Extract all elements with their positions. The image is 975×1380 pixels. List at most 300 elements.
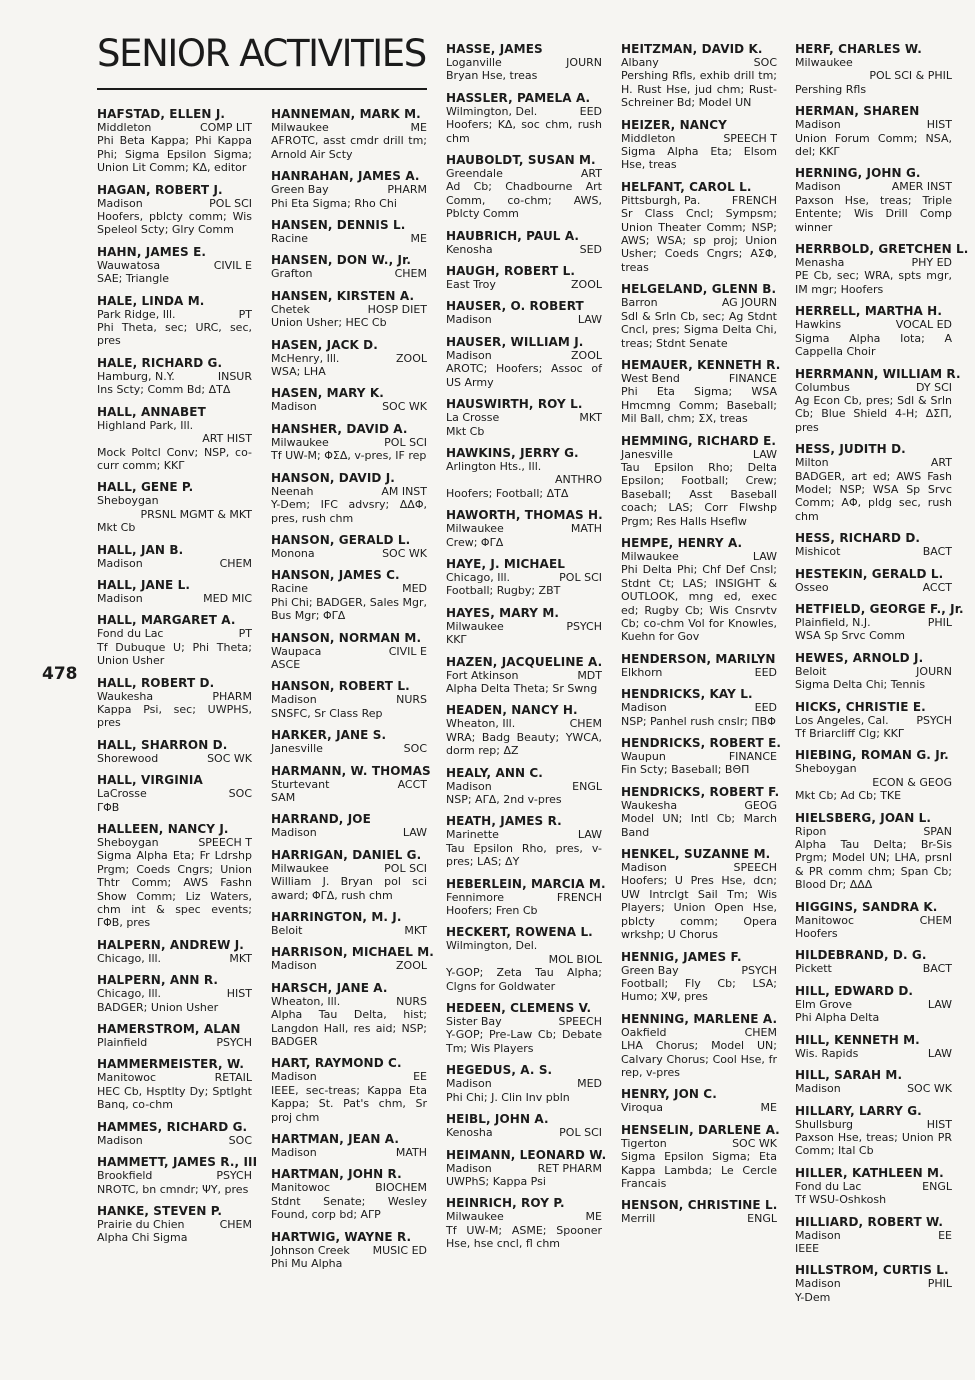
hometown-major-line <box>271 1070 427 1083</box>
hometown-major-line <box>795 616 952 629</box>
column-3 <box>446 42 607 1259</box>
major: SOC <box>753 56 777 69</box>
hometown: West Bend <box>621 371 680 385</box>
major: PHARM <box>212 689 252 703</box>
major: BACT <box>922 962 952 976</box>
hometown: Pickett <box>795 962 832 976</box>
hometown-major-line <box>271 924 427 937</box>
student-entry <box>97 480 252 534</box>
student-details <box>621 861 777 941</box>
student-name: HANRAHAN, JAMES A. <box>271 169 420 184</box>
activities-text: Alpha Tau Delta, hist; Langdon Hall, res aid; NSP; BADGER <box>271 1008 427 1049</box>
student-name: HALE, LINDA M. <box>97 293 205 308</box>
student-entry <box>446 557 602 598</box>
student-details <box>621 964 777 1004</box>
hometown-major-line <box>97 121 252 134</box>
major: HIST <box>926 1117 952 1131</box>
student-name: HIGGINS, SANDRA K. <box>795 899 938 914</box>
activities-text: Phi Chi; J. Clin Inv pbln <box>446 1090 570 1104</box>
student-details <box>97 370 252 397</box>
hometown: Shorewood <box>97 751 159 765</box>
hometown-major-line <box>271 995 427 1008</box>
hometown-major-line <box>446 669 602 682</box>
activities-text: Alpha Delta Theta; Sr Swng <box>446 681 598 695</box>
hometown: Viroqua <box>621 1101 664 1115</box>
activities-text: AROTC; Hoofers; Assoc of US Army <box>446 362 602 389</box>
major: LAW <box>577 313 602 327</box>
hometown: Middleton <box>621 131 676 145</box>
major: LAW <box>752 447 777 461</box>
major: AM INST <box>381 484 427 498</box>
major: ZOOL <box>396 351 427 365</box>
student-details <box>446 56 602 83</box>
hometown: Grafton <box>271 267 313 281</box>
hometown-major-line <box>795 1180 952 1193</box>
student-details <box>97 627 252 667</box>
student-name: HILLER, KATHLEEN M. <box>795 1165 944 1180</box>
activities-text: Kappa Psi, sec; UWPHS, pres <box>97 702 252 730</box>
student-details <box>795 665 952 692</box>
hometown: Merrill <box>621 1212 656 1226</box>
major: MKT <box>404 924 427 937</box>
column-4 <box>621 42 782 1234</box>
hometown-major-line <box>621 964 777 977</box>
major: ZOOL <box>396 959 427 973</box>
hometown: Madison <box>97 556 143 570</box>
student-name: HAUSER, O. ROBERT <box>446 299 584 314</box>
student-details <box>621 666 777 679</box>
student-entry <box>795 366 961 435</box>
student-entry <box>97 183 252 237</box>
student-name: HASSE, JAMES <box>446 42 543 56</box>
hometown: Columbus <box>795 380 850 394</box>
hometown-major-line <box>271 1244 427 1257</box>
hometown-major-line <box>446 313 602 326</box>
student-details <box>97 197 252 237</box>
major: ACCT <box>397 777 427 791</box>
student-details <box>446 828 602 868</box>
student-name: HESTEKIN, GERALD L. <box>795 566 944 581</box>
hometown: Chetek <box>271 302 310 316</box>
major: NURS <box>396 994 427 1008</box>
hometown: Marinette <box>446 828 499 842</box>
student-entry <box>271 1132 427 1159</box>
activities-text: Union Usher; HEC Cb <box>271 316 387 330</box>
major: SOC <box>228 1133 252 1147</box>
student-name: HESS, RICHARD D. <box>795 531 921 546</box>
student-entry <box>271 218 427 245</box>
student-details <box>97 752 252 765</box>
student-details <box>446 167 602 221</box>
student-name: HARTWIG, WAYNE R. <box>271 1229 412 1244</box>
hometown: Madison <box>621 861 667 875</box>
student-name: HANSEN, KIRSTEN A. <box>271 288 415 303</box>
hometown-major-line <box>97 308 252 321</box>
major: ECON & GEOG <box>872 775 952 789</box>
major: CHEM <box>219 556 252 570</box>
student-details <box>97 592 252 605</box>
hometown-major-line <box>271 862 427 875</box>
student-details <box>97 952 252 965</box>
student-name: HAUSER, WILLIAM J. <box>446 334 584 349</box>
hometown: Beloit <box>271 924 303 937</box>
student-name: HICKS, CHRISTIE E. <box>795 699 926 714</box>
student-details <box>271 303 427 330</box>
hometown-major-line <box>795 256 952 269</box>
student-name: HERRBOLD, GRETCHEN L. <box>795 242 969 257</box>
major: BACT <box>922 545 952 559</box>
student-name: HANSHER, DAVID A. <box>271 421 408 436</box>
major: DY SCI <box>916 380 952 394</box>
hometown: Hamburg, N.Y. <box>97 369 175 383</box>
hometown-major-line <box>271 485 427 498</box>
student-entry <box>446 766 602 807</box>
student-name: HANSEN, DON W., Jr. <box>271 253 412 268</box>
activities-text: Tf WSU-Oshkosh <box>795 1193 887 1207</box>
student-details <box>97 308 252 348</box>
hometown-major-line <box>97 1071 252 1084</box>
student-name: HILLSTROM, CURTIS L. <box>795 1263 949 1278</box>
major: AMER INST <box>891 180 952 194</box>
student-entry <box>97 405 252 473</box>
student-details <box>795 545 952 558</box>
hometown-major-line <box>795 665 952 678</box>
major: CHEM <box>919 913 952 927</box>
student-name: HANSON, DAVID J. <box>271 470 395 485</box>
student-name: HARTMAN, JEAN A. <box>271 1132 400 1147</box>
hometown-major-line <box>795 714 952 727</box>
student-entry <box>446 153 602 221</box>
student-details <box>446 1210 602 1250</box>
hometown-major-line <box>621 372 777 385</box>
activities-text: Sr Class Cncl; Sympsm; Union Theater Comm; NSP; AWS; WSA; sp proj; Union Usher; Coeds Cngrs; ΑΣΦ, treas <box>621 207 777 274</box>
student-name: HEIMANN, LEONARD W. <box>446 1147 607 1162</box>
activities-text: Sigma Alpha Eta; Fr Ldrshp Prgm; Coeds Cngrs; Union Thtr Comm; AWS Fashn Show Comm; Liz Waters, chm int & spec events; ΓΦΒ, pres <box>97 849 252 930</box>
hometown-major-line <box>97 1134 252 1147</box>
hometown: Madison <box>446 313 492 327</box>
major: PRSNL MGMT & MKT <box>140 507 252 521</box>
student-details <box>97 690 252 730</box>
hometown-major-line <box>795 118 952 131</box>
major: SOC WK <box>207 751 252 765</box>
hometown-major-line <box>621 666 777 679</box>
hometown-major-line <box>446 1015 602 1028</box>
activities-text: WSA Sp Srvc Comm <box>795 629 905 643</box>
major: SPEECH <box>558 1015 602 1029</box>
student-details <box>446 1077 602 1104</box>
student-entry <box>446 264 602 291</box>
major: LAW <box>577 828 602 842</box>
activities-text: Pershing Rfls <box>795 82 867 96</box>
student-name: HALL, JAN B. <box>97 542 184 557</box>
activities-text: Mock Poltcl Conv; NSP, co-curr comm; ΚΚΓ <box>97 445 252 472</box>
student-details <box>621 56 777 110</box>
student-entry <box>621 282 777 350</box>
hometown: Milton <box>795 456 829 470</box>
activities-text: BADGER, art ed; AWS Fash Model; NSP; WSA Sp Srvc Comm; ΑΦ, pldg sec, rush chm <box>795 469 952 523</box>
student-entry <box>97 822 252 930</box>
column-1 <box>97 107 258 1253</box>
student-entry <box>795 651 952 692</box>
student-details <box>621 1137 777 1191</box>
major: JOURN <box>566 56 602 69</box>
major: ENGL <box>922 1179 952 1193</box>
hometown-major-line <box>446 105 602 118</box>
major: JOURN <box>916 664 952 678</box>
student-entry <box>271 107 427 161</box>
student-entry <box>621 652 777 679</box>
hometown: Fort Atkinson <box>446 668 519 682</box>
student-entry <box>795 948 952 975</box>
major: CIVIL E <box>213 258 252 272</box>
student-details <box>795 256 952 296</box>
major: POL SCI <box>209 196 252 210</box>
activities-text: Sigma Alpha Iota; A Cappella Choir <box>795 331 952 359</box>
student-entry <box>271 253 427 280</box>
activities-text: Milwaukee <box>795 56 853 69</box>
student-details <box>621 750 777 777</box>
student-name: HALL, SHARRON D. <box>97 737 228 752</box>
activities-text: Y-GOP; Zeta Tau Alpha; Clgns for Goldwater <box>446 966 602 993</box>
student-name: HARRAND, JOE <box>271 812 371 827</box>
student-name: HARRINGTON, M. J. <box>271 910 402 924</box>
student-entry <box>271 1167 427 1221</box>
student-name: HENSELIN, DARLENE A. <box>621 1122 780 1137</box>
hometown-major-line <box>271 693 427 706</box>
student-details <box>621 550 777 644</box>
student-entry <box>97 938 252 965</box>
activities-text: Hoofers <box>795 927 838 941</box>
student-name: HERF, CHARLES W. <box>795 42 922 56</box>
student-details <box>795 56 952 96</box>
student-details <box>795 825 952 892</box>
hometown-major-line <box>446 411 602 424</box>
student-name: HEATH, JAMES R. <box>446 814 562 829</box>
hometown: Barron <box>621 296 658 310</box>
student-details <box>271 826 427 839</box>
page-number: 478 <box>42 664 78 684</box>
major: MOL BIOL <box>548 952 602 966</box>
hometown: Brookfield <box>97 1169 153 1183</box>
student-name: HETFIELD, GEORGE F., Jr. <box>795 601 964 616</box>
student-details <box>271 1181 427 1221</box>
student-details <box>446 243 602 256</box>
hometown-major-line <box>446 1162 602 1175</box>
hometown: Middleton <box>97 121 152 134</box>
major: RET PHARM <box>537 1161 602 1175</box>
hometown-major-line <box>795 1118 952 1131</box>
hometown-major-line <box>795 581 952 594</box>
student-details <box>621 1212 777 1225</box>
student-name: HART, RAYMOND C. <box>271 1056 402 1071</box>
student-entry <box>271 728 427 755</box>
activities-text: Tau Epsilon Rho; Delta Epsilon; Football; Crew; Baseball; Asst Baseball coach; LAS; Corr Flwshp Prgm; Res Halls Hseflw <box>621 460 777 528</box>
student-name: HANNEMAN, MARK M. <box>271 107 421 121</box>
activities-text: IEEE, sec-treas; Kappa Eta Kappa; St. Pat's chm, Sr proj chm <box>271 1083 427 1124</box>
activities-text: Alpha Chi Sigma <box>97 1231 188 1245</box>
student-entry <box>97 1155 258 1196</box>
student-name: HAMERSTROM, ALAN <box>97 1022 241 1037</box>
student-details <box>446 1162 602 1189</box>
hometown: Oakfield <box>621 1025 667 1039</box>
student-details <box>97 1036 252 1049</box>
student-entry <box>446 1112 602 1139</box>
student-name: HILL, SARAH M. <box>795 1068 903 1083</box>
student-entry <box>446 229 602 256</box>
major: POL SCI <box>384 435 427 449</box>
student-entry <box>795 442 952 523</box>
major: SOC <box>403 742 427 756</box>
student-details <box>271 693 427 720</box>
hometown-major-line <box>446 278 602 291</box>
student-name: HAZEN, JACQUELINE A. <box>446 654 603 669</box>
hometown: Fond du Lac <box>97 627 164 641</box>
student-name: HENNIG, JAMES F. <box>621 949 742 964</box>
student-entry <box>621 42 777 110</box>
hometown-major-line <box>621 750 777 763</box>
student-entry <box>795 567 952 594</box>
student-details <box>621 194 777 274</box>
student-entry <box>621 1012 777 1080</box>
major: POL SCI <box>559 1126 602 1140</box>
activities-text: Phi Theta, sec; URC, sec, pres <box>97 321 252 348</box>
hometown-major-line <box>795 456 952 469</box>
student-details <box>621 372 777 426</box>
major: ART <box>930 456 952 470</box>
student-name: HEGEDUS, A. S. <box>446 1063 553 1078</box>
hometown-major-line <box>97 627 252 640</box>
activities-text: Tau Epsilon Rho, pres, v-pres; LAS; ΔΥ <box>446 841 602 869</box>
hometown-major-line <box>621 799 777 812</box>
student-details <box>271 1244 427 1271</box>
student-details <box>97 259 252 286</box>
hometown: Madison <box>271 693 317 707</box>
student-entry <box>97 676 252 730</box>
student-entry <box>97 738 252 765</box>
student-name: HEADEN, NANCY H. <box>446 703 578 718</box>
major: ENGL <box>747 1212 777 1226</box>
hometown: Sturtevant <box>271 777 330 791</box>
student-name: HENDRICKS, ROBERT E. <box>621 736 782 751</box>
student-name: HERNING, JOHN G. <box>795 166 921 181</box>
major: MKT <box>579 411 602 425</box>
student-entry <box>795 242 969 296</box>
student-name: HENNING, MARLENE A. <box>621 1011 778 1026</box>
student-name: HAMMETT, JAMES R., III <box>97 1155 258 1170</box>
student-details <box>446 313 602 326</box>
hometown: Manitowoc <box>795 913 855 927</box>
hometown-major-line <box>271 400 427 413</box>
student-entry <box>271 812 427 839</box>
student-entry <box>795 1263 952 1304</box>
major: ANTHRO <box>554 473 602 487</box>
student-name: HEBERLEIN, MARCIA M. <box>446 876 606 891</box>
student-details <box>97 494 252 534</box>
student-entry <box>446 1147 607 1189</box>
student-details <box>795 381 952 435</box>
student-details <box>271 267 427 280</box>
student-entry <box>446 397 602 438</box>
hometown: LaCrosse <box>97 787 147 801</box>
student-entry <box>795 1068 952 1095</box>
student-details <box>795 1118 952 1158</box>
hometown-major-line <box>621 1101 777 1114</box>
student-details <box>271 232 427 245</box>
student-details <box>446 460 602 500</box>
major: MED <box>402 582 427 596</box>
hometown-major-line <box>446 167 602 180</box>
activities-text: Alpha Tau Delta; Br-Sis Prgm; Model UN; LHA, prsnl & PR comm chm; Span Cb; Blood Dr; ΔΔΔ <box>795 838 952 892</box>
activities-text: LHA Chorus; Model UN; Calvary Chorus; Cool Hse, fr rep, v-pres <box>621 1039 777 1079</box>
hometown-major-line <box>446 349 602 362</box>
student-details <box>795 998 952 1025</box>
activities-text: Fin Scty; Baseball; ΒΘΠ <box>621 763 750 777</box>
hometown-major-line <box>621 296 777 309</box>
student-details <box>795 762 952 802</box>
activities-text: Paxson Hse, treas; Triple Entente; Wis Drill Comp winner <box>795 193 952 234</box>
student-entry <box>621 847 777 941</box>
hometown: Ripon <box>795 824 827 838</box>
hometown: Plainfield, N.J. <box>795 615 871 629</box>
student-entry <box>271 533 427 560</box>
student-details <box>97 1169 252 1196</box>
hometown: Madison <box>271 959 317 973</box>
student-name: HARKER, JANE S. <box>271 728 387 743</box>
activities-text: William J. Bryan pol sci award; ΦΓΔ, rush chm <box>271 875 427 902</box>
hometown: Madison <box>271 826 317 840</box>
student-entry <box>795 304 952 358</box>
hometown-major-line <box>446 522 602 535</box>
hometown: Beloit <box>795 664 827 678</box>
title-rule <box>97 88 427 90</box>
activities-text: ASCE <box>271 657 301 671</box>
student-details <box>271 645 427 672</box>
activities-text: Phi Eta Sigma; Rho Chi <box>271 196 397 210</box>
hometown-major-line <box>97 557 252 570</box>
major: SED <box>579 242 602 256</box>
student-details <box>271 400 427 413</box>
student-entry <box>795 601 964 643</box>
student-entry <box>446 335 602 389</box>
hometown: Madison <box>795 180 841 194</box>
hometown: Mishicot <box>795 545 841 559</box>
major: PT <box>238 627 252 641</box>
major: POL SCI & PHIL <box>869 69 952 83</box>
hometown-major-line <box>271 959 427 972</box>
major: EE <box>938 1228 952 1242</box>
major: BIOCHEM <box>375 1181 427 1195</box>
hometown: Madison <box>446 779 492 793</box>
student-name: HEIZER, NANCY <box>621 117 727 132</box>
student-name: HALL, GENE P. <box>97 480 194 495</box>
hometown: Plainfield <box>97 1036 148 1050</box>
hometown-major-line <box>97 690 252 703</box>
student-details <box>795 1082 952 1095</box>
student-details <box>446 669 602 696</box>
hometown: Madison <box>97 591 143 605</box>
activities-text: ΚΚΓ <box>446 633 467 647</box>
student-name: HAYES, MARY M. <box>446 605 560 620</box>
activities-text: BADGER; Union Usher <box>97 1000 219 1014</box>
major: SOC <box>228 787 252 801</box>
hometown-major-line <box>621 701 777 714</box>
student-details <box>795 1277 952 1304</box>
student-name: HALL, MARGARET A. <box>97 613 236 628</box>
student-name: HENDRICKS, KAY L. <box>621 687 753 702</box>
major: SPAN <box>923 824 952 838</box>
student-name: HANSON, GERALD L. <box>271 532 411 547</box>
student-entry <box>795 1104 952 1158</box>
